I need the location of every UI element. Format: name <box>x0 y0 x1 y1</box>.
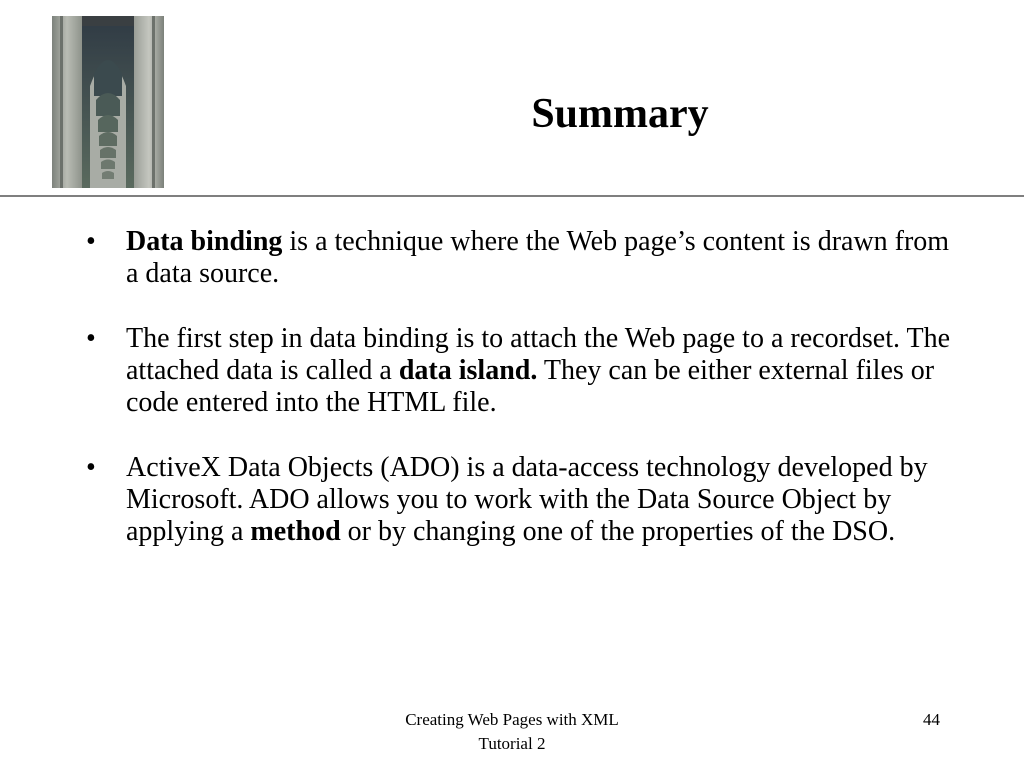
slide-title: Summary <box>531 91 709 137</box>
page-number: 44 <box>923 710 940 729</box>
bullet-dot: • <box>86 323 96 354</box>
footer-course-title <box>362 708 662 756</box>
footer-line-2: Tutorial 2 <box>478 734 546 753</box>
bullet-item-data-binding <box>78 226 958 290</box>
bullet-dot: • <box>86 452 96 483</box>
bullet-dot: • <box>86 226 96 257</box>
bridge-arches-image <box>52 16 164 188</box>
bridge-arches-photo <box>52 16 164 188</box>
bullet-text: or by changing one of the properties of the DSO. <box>340 516 896 547</box>
footer-line-1: Creating Web Pages with XML <box>405 710 619 729</box>
bullet-text: They can be either external files or code entered into the HTML file. <box>126 355 935 418</box>
bullet-bold-term: method <box>250 516 341 547</box>
bullet-text: is a technique where the Web page’s content is drawn from a data source. <box>126 226 950 289</box>
bullet-bold-term: Data binding <box>126 226 283 257</box>
bullet-bold-term: data island. <box>398 355 538 386</box>
bullet-text: ActiveX Data Objects (ADO) is a data-access technology developed by Microsoft. ADO allows you to work with the Data Source Object by applying a <box>126 452 928 547</box>
bullet-list <box>78 226 958 581</box>
bullet-text: The first step in data binding is to attach the Web page to a recordset. The attached data is called a <box>126 323 951 386</box>
bullet-item-ado <box>78 452 958 548</box>
header-divider <box>0 195 1024 197</box>
bullet-item-data-island <box>78 323 958 419</box>
